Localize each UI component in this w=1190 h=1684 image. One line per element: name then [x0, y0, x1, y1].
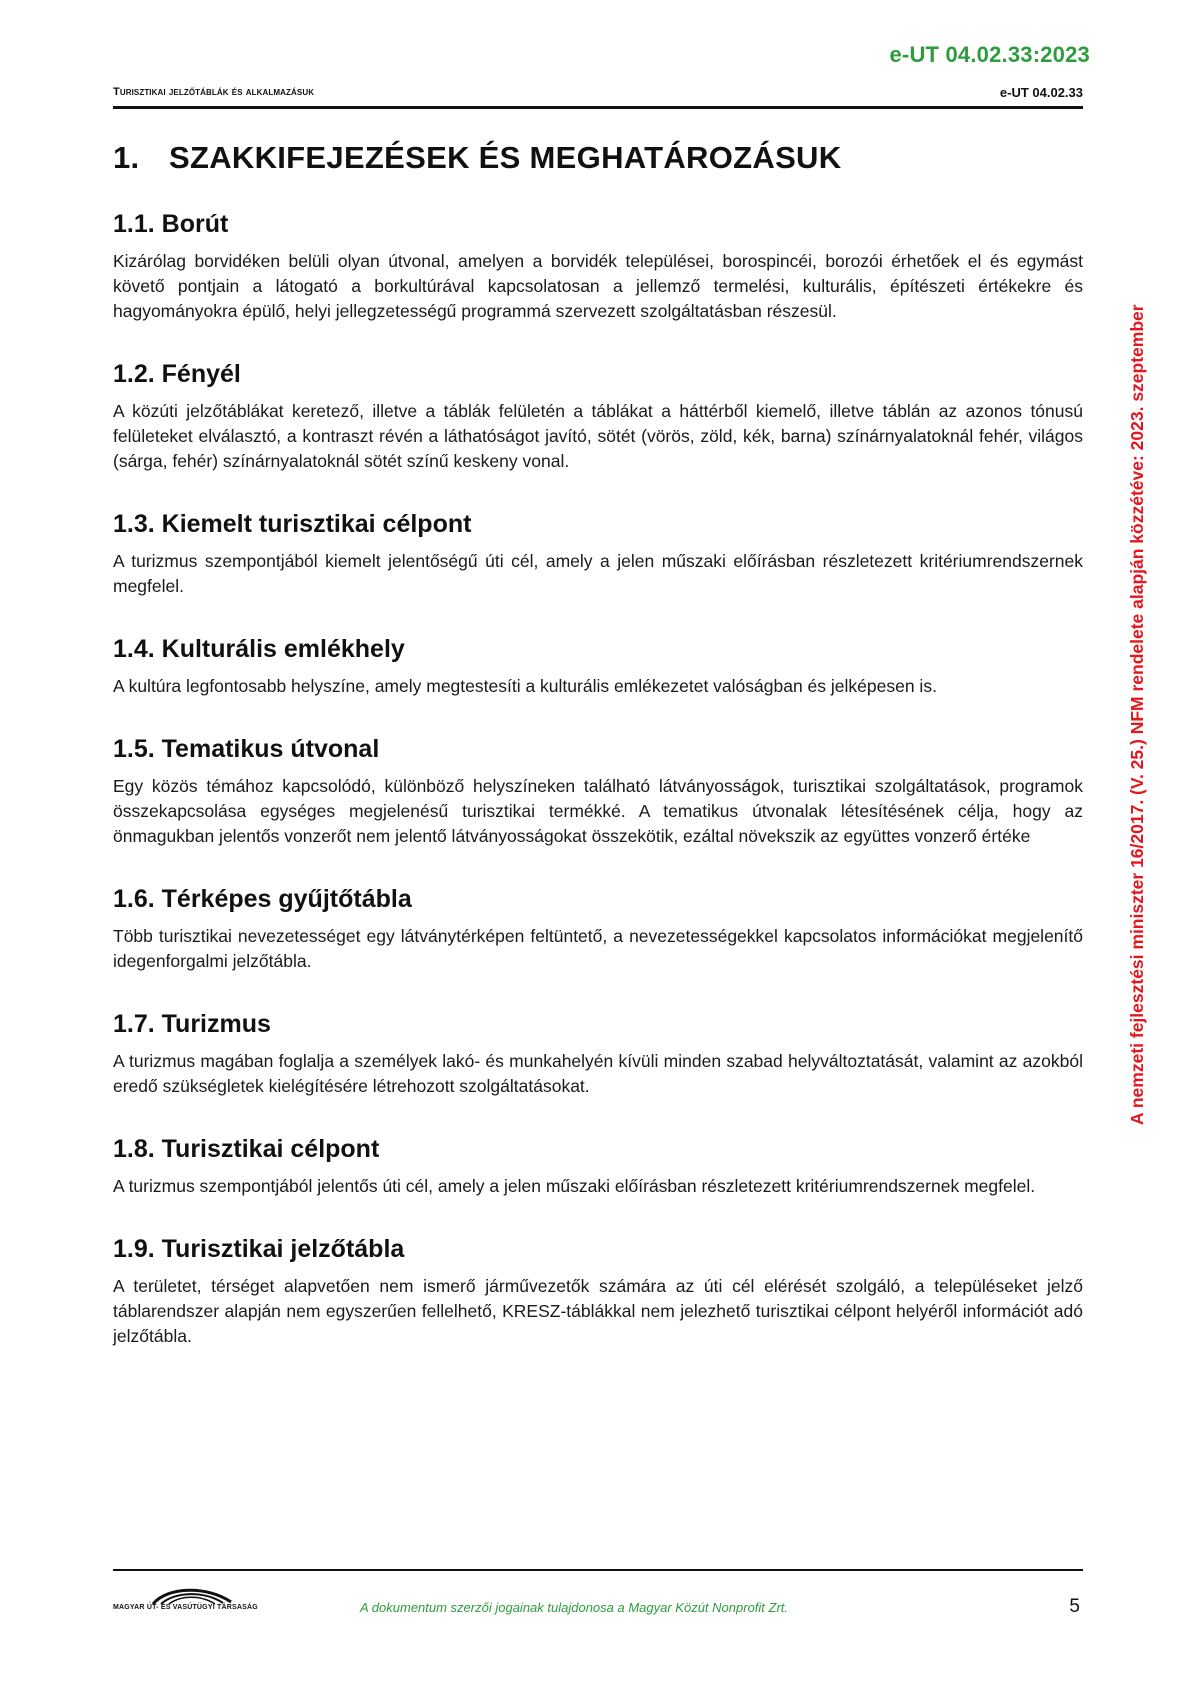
document-code: e-UT 04.02.33:2023 [889, 42, 1090, 67]
running-header-code: e-UT 04.02.33 [999, 85, 1083, 100]
section-1-2 [113, 360, 1083, 474]
section-heading: 1.6. Térképes gyűjtőtábla [113, 885, 412, 913]
section-1-9 [113, 1235, 1083, 1349]
chapter-title-text: SZAKKIFEJEZÉSEK ÉS MEGHATÁROZÁSUK [169, 140, 842, 175]
section-1-7 [113, 1010, 1083, 1099]
running-header-title: Turisztikai jelzőtáblák és alkalmazásuk [113, 86, 315, 98]
section-text: Egy közös témához kapcsolódó, különböző helyszíneken található látványosságok, turisztikai szolgáltatások, programok összekapcsolása egységes megjelenésű turisztikai termékké. A tematikus útvonalak létesítésének célja, hogy az önmagukban jelentős vonzerőt nem jelentő látványosságokat összekötik, ezáltal növekszik az együttes vonzerő értéke [113, 776, 1083, 846]
section-heading: 1.2. Fényél [113, 360, 241, 388]
section-1-1 [113, 210, 1083, 324]
section-heading: 1.8. Turisztikai célpont [113, 1135, 380, 1163]
section-heading: 1.3. Kiemelt turisztikai célpont [113, 510, 472, 538]
section-1-8 [113, 1135, 1083, 1199]
section-text: Több turisztikai nevezetességet egy látványtérképen feltüntető, a nevezetességekkel kapcsolatos információkat megjelenítő idegenforgalmi jelzőtábla. [113, 926, 1083, 971]
section-1-4 [113, 635, 1083, 699]
section-heading: 1.7. Turizmus [113, 1010, 271, 1038]
section-1-6 [113, 885, 1083, 974]
section-heading: 1.1. Borút [113, 210, 229, 238]
logo-text: MAGYAR ÚT- ÉS VASÚTÜGYI TÁRSASÁG [113, 1604, 258, 1611]
page-content [113, 140, 1083, 1385]
section-text: A turizmus szempontjából kiemelt jelentőségű úti cél, amely a jelen műszaki előírásban részletezett kritériumrendszernek megfelel. [113, 551, 1083, 596]
page-number: 5 [1069, 1596, 1080, 1617]
section-heading: 1.9. Turisztikai jelzőtábla [113, 1235, 405, 1263]
section-text: Kizárólag borvidéken belüli olyan útvonal, amelyen a borvidék települései, borospincéi, borozói érhetőek el és egymást követő pontjain a látogató a borkultúrával kapcsolatosan a jellemző termelési, kulturális, építészeti értékekre és hagyományokra épülő, helyi jellegzetességű programmá szervezett szolgáltatásban részesül. [113, 251, 1083, 321]
running-header [113, 84, 1083, 109]
footer-divider [113, 1569, 1083, 1571]
section-text: A turizmus magában foglalja a személyek lakó- és munkahelyén kívüli minden szabad helyváltoztatását, valamint az azokból eredő szükségletek kielégítésére létrehozott szolgáltatásokat. [113, 1051, 1083, 1096]
section-text: A turizmus szempontjából jelentős úti cél, amely a jelen műszaki előírásban részletezett kritériumrendszernek megfelel. [113, 1176, 1036, 1196]
section-text: A kultúra legfontosabb helyszíne, amely megtestesíti a kulturális emlékezetet valóságban és jelképesen is. [113, 676, 937, 696]
chapter-number: 1. [113, 140, 140, 175]
section-1-5 [113, 735, 1083, 849]
section-text: A területet, térséget alapvetően nem ismerő járművezetők számára az úti cél elérését szolgáló, a településeket jelző táblarendszer alapján nem egyszerűen fellelhető, KRESZ-táblákkal nem jelezhető turisztikai célpont helyéről információt adó jelzőtábla. [113, 1276, 1083, 1346]
section-text: A közúti jelzőtáblákat keretező, illetve a táblák felületén a táblákat a háttérből kiemelő, illetve táblán az azonos tónusú felületeket elválasztó, a kontraszt révén a láthatóságot javító, sötét (vörös, zöld, kék, barna) színárnyalatoknál fehér, világos (sárga, fehér) színárnyalatoknál sötét színű keskeny vonal. [113, 401, 1083, 471]
chapter-title [113, 140, 1083, 176]
section-1-3 [113, 510, 1083, 599]
copyright-note: A dokumentum szerzői jogainak tulajdonosa a Magyar Közút Nonprofit Zrt. [360, 1600, 789, 1615]
section-heading: 1.5. Tematikus útvonal [113, 735, 380, 763]
publication-side-note: A nemzeti fejlesztési miniszter 16/2017. (V. 25.) NFM rendelete alapján közzétéve: 2023. szeptember [1127, 304, 1147, 1125]
section-heading: 1.4. Kulturális emlékhely [113, 635, 405, 663]
